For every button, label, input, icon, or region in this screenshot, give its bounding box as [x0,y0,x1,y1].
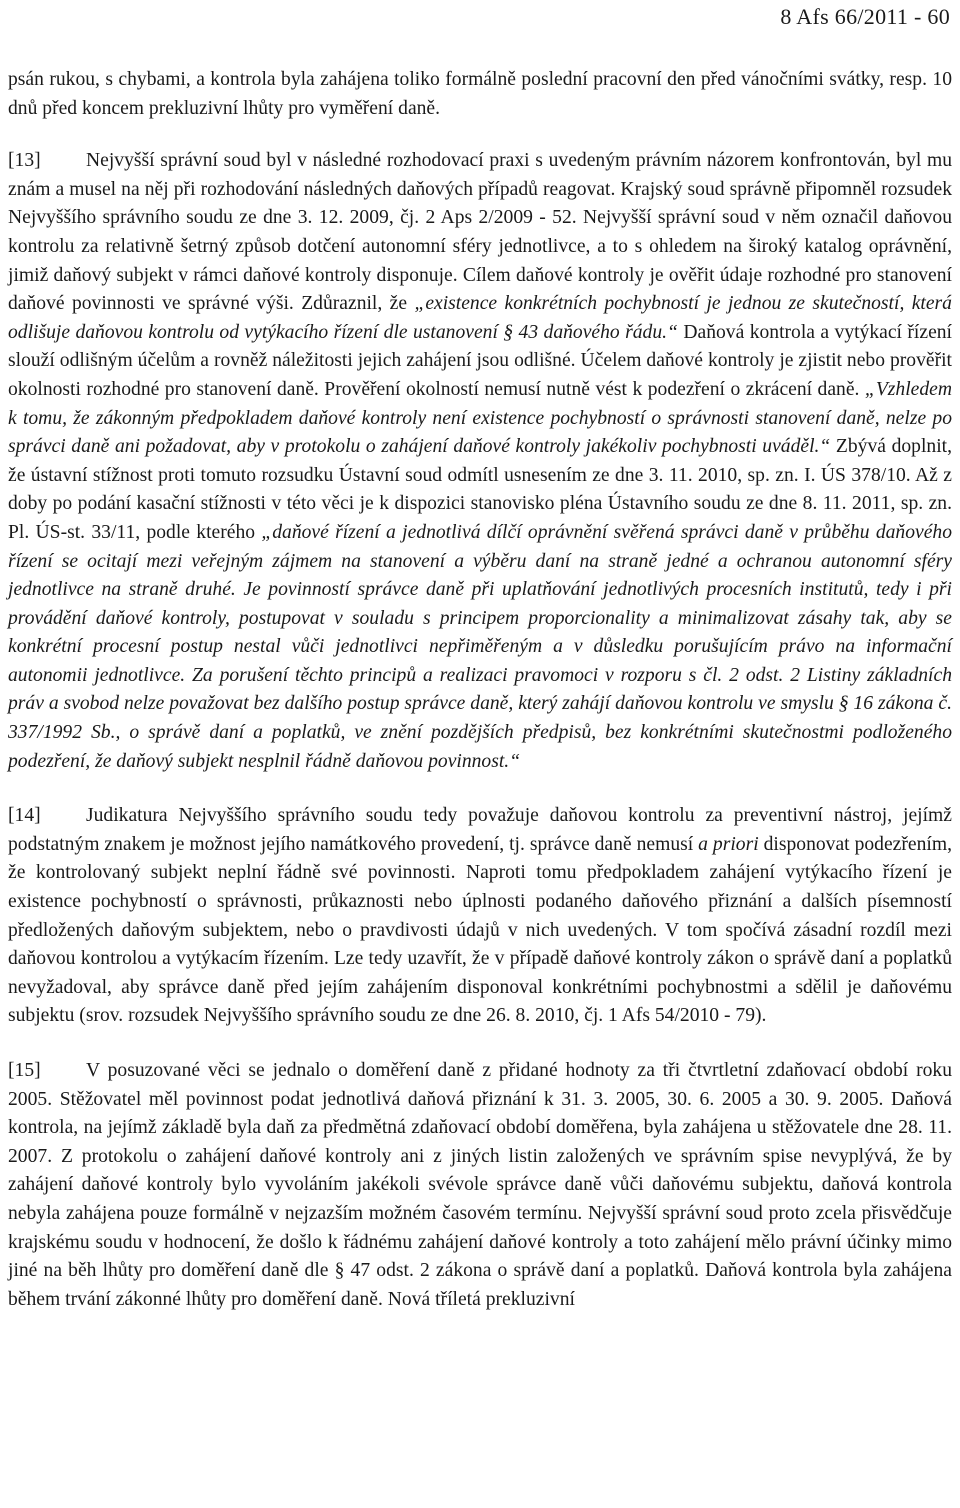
intro-text: psán rukou, s chybami, a kontrola byla zahájena toliko formálně poslední pracovní den před vánočními svátky, resp. 10 dnů před koncem prekluzivní lhůty pro vyměření daně. [8,69,952,119]
quotation: „daňové řízení a jednotlivá dílčí oprávnění svěřená správci daně v průběhu daňového řízení se ocitají mezi veřejným zájmem na stanovení a výběru daní na straně jedné a ochranou autonomní sféry jednotlivce na straně druhé. Je povinností správce daně při uplatňování jednotlivých procesních institutů, tedy i při provádění daňové kontroly, postupovat v souladu s principem proporcionality a minimalizovat zásahy tak, aby se konkrétní procesní postup nestal vůči jednotlivci nepřiměřeným a v důsledku porušujícím právo na informační autonomii jednotlivce. Za porušení těchto principů a realizaci pravomoci v rozporu s čl. 2 odst. 2 Listiny základních práv a svobod nelze považovat bez dalšího postup správce daně, který zahájí daňovou kontrolu ve smyslu § 16 zákona č. 337/1992 Sb., o správě daní a poplatků, ve znění pozdějších předpisů, bez konkrétními skutečnostmi podloženého podezření, že daňový subjekt nesplnil řádně daňovou povinnost.“ [8,521,953,772]
paragraph-14 [8,802,952,1031]
quotation: „Vzhledem k tomu, že zákonným předpokladem daňové kontroly není existence pochybností o správnosti stanovení daně, nelze po správci daně ani požadovat, aby v protokolu o zahájení daňové kontroly jakékoliv pochybnosti uváděl.“ [8,378,952,458]
paragraph-intro [8,66,952,123]
paragraph-number: [15] [8,1060,41,1081]
case-reference: 8 Afs 66/2011 - 60 [780,4,950,29]
paragraph-number: [14] [8,805,41,827]
paragraph-text: Zbývá doplnit, že ústavní stížnost proti tomuto rozsudku Ústavní soud odmítl usnesením ze dne 3. 11. 2010, sp. zn. I. ÚS 378/10. Až z doby po podání kasační stížnosti v této věci je k dispozici stanovisko pléna Ústavního soudu ze dne 8. 11. 2011, sp. zn. Pl. ÚS-st. 33/11, podle kterého [8,436,952,543]
paragraph-15 [8,1057,952,1314]
paragraph-text: Nejvyšší správní soud byl v následné rozhodovací praxi s uvedeným právním názorem konfrontován, byl mu znám a musel na něj při rozhodování následných daňových případů reagovat. Krajský soud správně připomněl rozsudek Nejvyššího správního soudu ze dne 3. 12. 2009, čj. 2 Aps 2/2009 - 52. Nejvyšší správní soud v něm označil daňovou kontrolu za relativně šetrný způsob dotčení autonomní sféry jednotlivce, a to s ohledem na široký katalog oprávnění, jimiž daňový subjekt v rámci daňové kontroly disponuje. Cílem daňové kontroly je ověřit údaje rozhodné pro stanovení daňové povinnosti ve správné výši. Zdůraznil, že [8,150,952,315]
document-body [8,66,952,1314]
latin-term: a priori [698,833,759,855]
paragraph-13 [8,147,952,776]
paragraph-text: V posuzované věci se jednalo o doměření daně z přidané hodnoty za tři čtvrtletní zdaňovací období roku 2005. Stěžovatel měl povinnost podat jednotlivá daňová přiznání k 31. 3. 2005, 30. 6. 2005 a 30. 9. 2005. Daňová kontrola, na jejímž základě byla daň za předmětná zdaňovací období doměřena, byla zahájena u stěžovatele dne 28. 11. 2007. Z protokolu o zahájení daňové kontroly ani z jiných listin založených ve správním spise nevyplývá, že by zahájení daňové kontroly bylo vyvoláním jakékoli svévole správce daně vůči daňovému subjektu, daňová kontrola nebyla zahájena pouze formálně v nejzazším možném časovém termínu. Nejvyšší správní soud proto zcela přisvědčuje krajskému soudu v hodnocení, že došlo k řádnému zahájení daňové kontroly a toto zahájení mělo právní účinky mimo jiné na běh lhůty pro doměření daně dle § 47 odst. 2 zákona o správě daní a poplatků. Daňová kontrola byla zahájena během trvání zákonné lhůty pro doměření daně. Nová tříletá prekluzivní [8,1060,952,1310]
paragraph-number: [13] [8,150,41,172]
quotation: „existence konkrétních pochybností je jednou ze skutečností, která odlišuje daňovou kontrolu od vytýkacího řízení dle ustanovení § 43 daňového řádu.“ [8,293,952,343]
paragraph-text: disponovat podezřením, že kontrolovaný subjekt neplní řádně své povinnosti. Naproti tomu předpokladem zahájení vytýkacího řízení je existence pochybností o správnosti, průkaznosti nebo úplnosti podaného daňového přiznání a dalších písemností předložených daňovým subjektem, nebo o pravdivosti údajů v nich uvedených. V tom spočívá zásadní rozdíl mezi daňovou kontrolou a vytýkacím řízením. Lze tedy uzavřít, že v případě daňové kontroly zákon o správě daní a poplatků nevyžadoval, aby správce daně před jejím zahájením disponoval konkrétními pochybnostmi a sdělil je daňovému subjektu (srov. rozsudek Nejvyššího správního soudu ze dne 26. 8. 2010, čj. 1 Afs 54/2010 - 79). [8,833,952,1027]
paragraph-text: Judikatura Nejvyššího správního soudu tedy považuje daňovou kontrolu za preventivní nástroj, jejímž podstatným znakem je možnost jejího namátkového provedení, tj. správce daně nemusí [8,805,952,855]
paragraph-text: Daňová kontrola a vytýkací řízení slouží odlišným účelům a rovněž náležitosti jejich zahájení jsou odlišné. Účelem daňové kontroly je zjistit nebo prověřit okolnosti rozhodné pro stanovení daně. Prověření okolností nemusí nutně vést k podezření o zkrácení daně. [8,321,953,400]
